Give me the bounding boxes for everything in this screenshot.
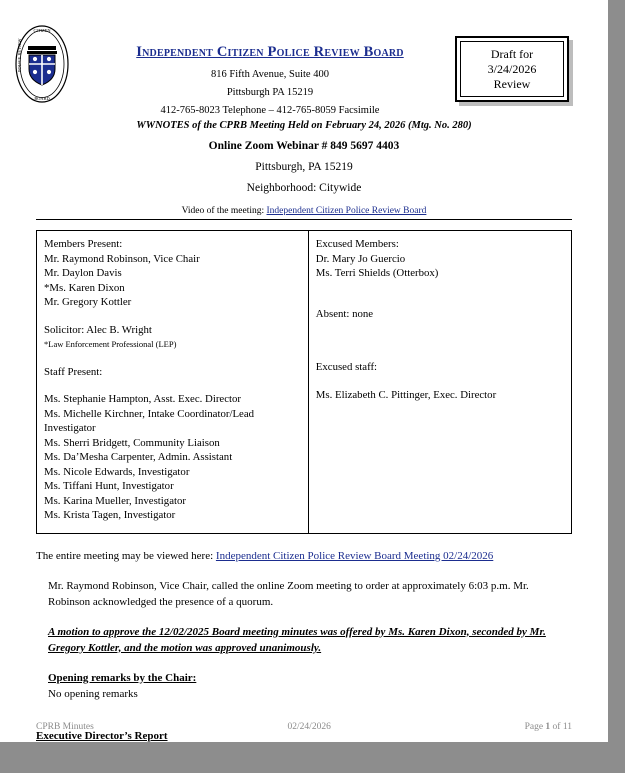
page-current: 1: [545, 722, 551, 732]
video-label: Video of the meeting:: [181, 206, 265, 216]
svg-text:POLICE REVIEW: POLICE REVIEW: [17, 38, 22, 72]
absent-label: Absent: none: [315, 307, 374, 320]
draft-review-stamp: [455, 36, 569, 102]
opening-remarks-heading: Opening remarks by the Chair:: [48, 671, 197, 684]
page-gutter-bottom: [0, 742, 625, 773]
organization-address: [90, 69, 450, 116]
list-item: Ms. Tiffani Hunt, Investigator: [44, 480, 174, 492]
list-item: *Ms. Karen Dixon: [44, 281, 125, 294]
meeting-video-paragraph: [36, 548, 572, 564]
lep-footnote: *Law Enforcement Professional (LEP): [44, 339, 177, 349]
page-prefix: Page: [524, 722, 546, 732]
address-line-2: Pittsburgh PA 15219: [226, 87, 314, 98]
draft-line-2: 3/24/2026: [487, 61, 537, 76]
solicitor-label: Solicitor: Alec B. Wright: [44, 323, 152, 336]
list-item: Mr. Gregory Kottler: [44, 296, 132, 308]
attendance-table: [36, 230, 572, 534]
meeting-neighborhood: Neighborhood: Citywide: [246, 182, 362, 194]
draft-line-1: Draft for: [490, 46, 534, 61]
video-of-meeting-line: [36, 206, 572, 220]
list-item: Ms. Karina Mueller, Investigator: [44, 494, 186, 507]
footer-left: CPRB Minutes: [36, 722, 94, 732]
address-line-1: 816 Fifth Avenue, Suite 400: [211, 69, 329, 80]
page-gutter-right: [608, 0, 625, 773]
members-present-label: Members Present:: [44, 238, 123, 250]
page-mid: of: [550, 722, 563, 732]
footer-page-number: [525, 722, 572, 732]
cprb-seal-logo: [14, 24, 72, 106]
list-item: Ms. Stephanie Hampton, Asst. Exec. Director: [44, 393, 242, 405]
staff-present-label: Staff Present:: [44, 365, 103, 378]
attendance-cell-present: [37, 231, 309, 534]
call-to-order-paragraph: Mr. Raymond Robinson, Vice Chair, called the online Zoom meeting to order at approximately 6:03 p.m. Mr. Robinson acknowledged the presence of a quorum.: [48, 579, 529, 608]
list-item: Ms. Sherri Bridgett, Community Liaison: [44, 436, 220, 449]
video-link[interactable]: Independent Citizen Police Review Board: [266, 206, 427, 216]
list-item: Dr. Mary Jo Guercio: [315, 252, 406, 265]
list-item: Ms. Nicole Edwards, Investigator: [44, 465, 190, 478]
view-prefix: The entire meeting may be viewed here:: [36, 549, 214, 562]
document-body: [0, 120, 608, 742]
svg-text:BOARD: BOARD: [34, 96, 50, 101]
letterhead-text: [90, 44, 450, 123]
table-row: [37, 231, 572, 534]
list-item: Ms. Terri Shields (Otterbox): [315, 267, 439, 279]
organization-title: Independent Citizen Police Review Board: [136, 44, 404, 60]
minutes-subtitle: WWNOTES of the CPRB Meeting Held on February 24, 2026 (Mtg. No. 280): [136, 120, 472, 131]
opening-remarks-body: No opening remarks: [48, 687, 138, 700]
meeting-recording-link[interactable]: Independent Citizen Police Review Board Meeting 02/24/2026: [215, 549, 494, 562]
footer-date: 02/24/2026: [287, 722, 331, 732]
list-item: Ms. Michelle Kirchner, Intake Coordinator/Lead Investigator: [44, 407, 255, 434]
page-footer: [36, 722, 572, 732]
executive-director-report-heading: Executive Director’s Report: [36, 729, 168, 742]
list-item: Mr. Raymond Robinson, Vice Chair: [44, 252, 200, 265]
svg-text:CITIZEN: CITIZEN: [33, 28, 51, 33]
list-item: Ms. Krista Tagen, Investigator: [44, 509, 176, 521]
seal-ring-icon: [14, 24, 70, 104]
attendance-cell-excused: [308, 231, 571, 534]
excused-members-label: Excused Members:: [315, 238, 399, 250]
page-total: 11: [562, 722, 572, 732]
address-line-3: 412-765-8023 Telephone – 412-765-8059 Facsimile: [160, 105, 380, 116]
meeting-city: Pittsburgh, PA 15219: [255, 161, 353, 173]
minutes-approval-motion: A motion to approve the 12/02/2025 Board meeting minutes was offered by Ms. Karen Dixon, seconded by Mr. Gregory Kottler, and the motion was approved unanimously.: [48, 625, 546, 654]
webinar-id: Online Zoom Webinar # 849 5697 4403: [208, 140, 400, 152]
excused-staff-label: Excused staff:: [315, 361, 378, 373]
letterhead: [0, 0, 608, 118]
list-item: Ms. Da’Mesha Carpenter, Admin. Assistant: [44, 451, 233, 463]
list-item: Ms. Elizabeth C. Pittinger, Exec. Director: [315, 388, 497, 401]
draft-line-3: Review: [493, 76, 531, 91]
list-item: Mr. Daylon Davis: [44, 267, 122, 279]
